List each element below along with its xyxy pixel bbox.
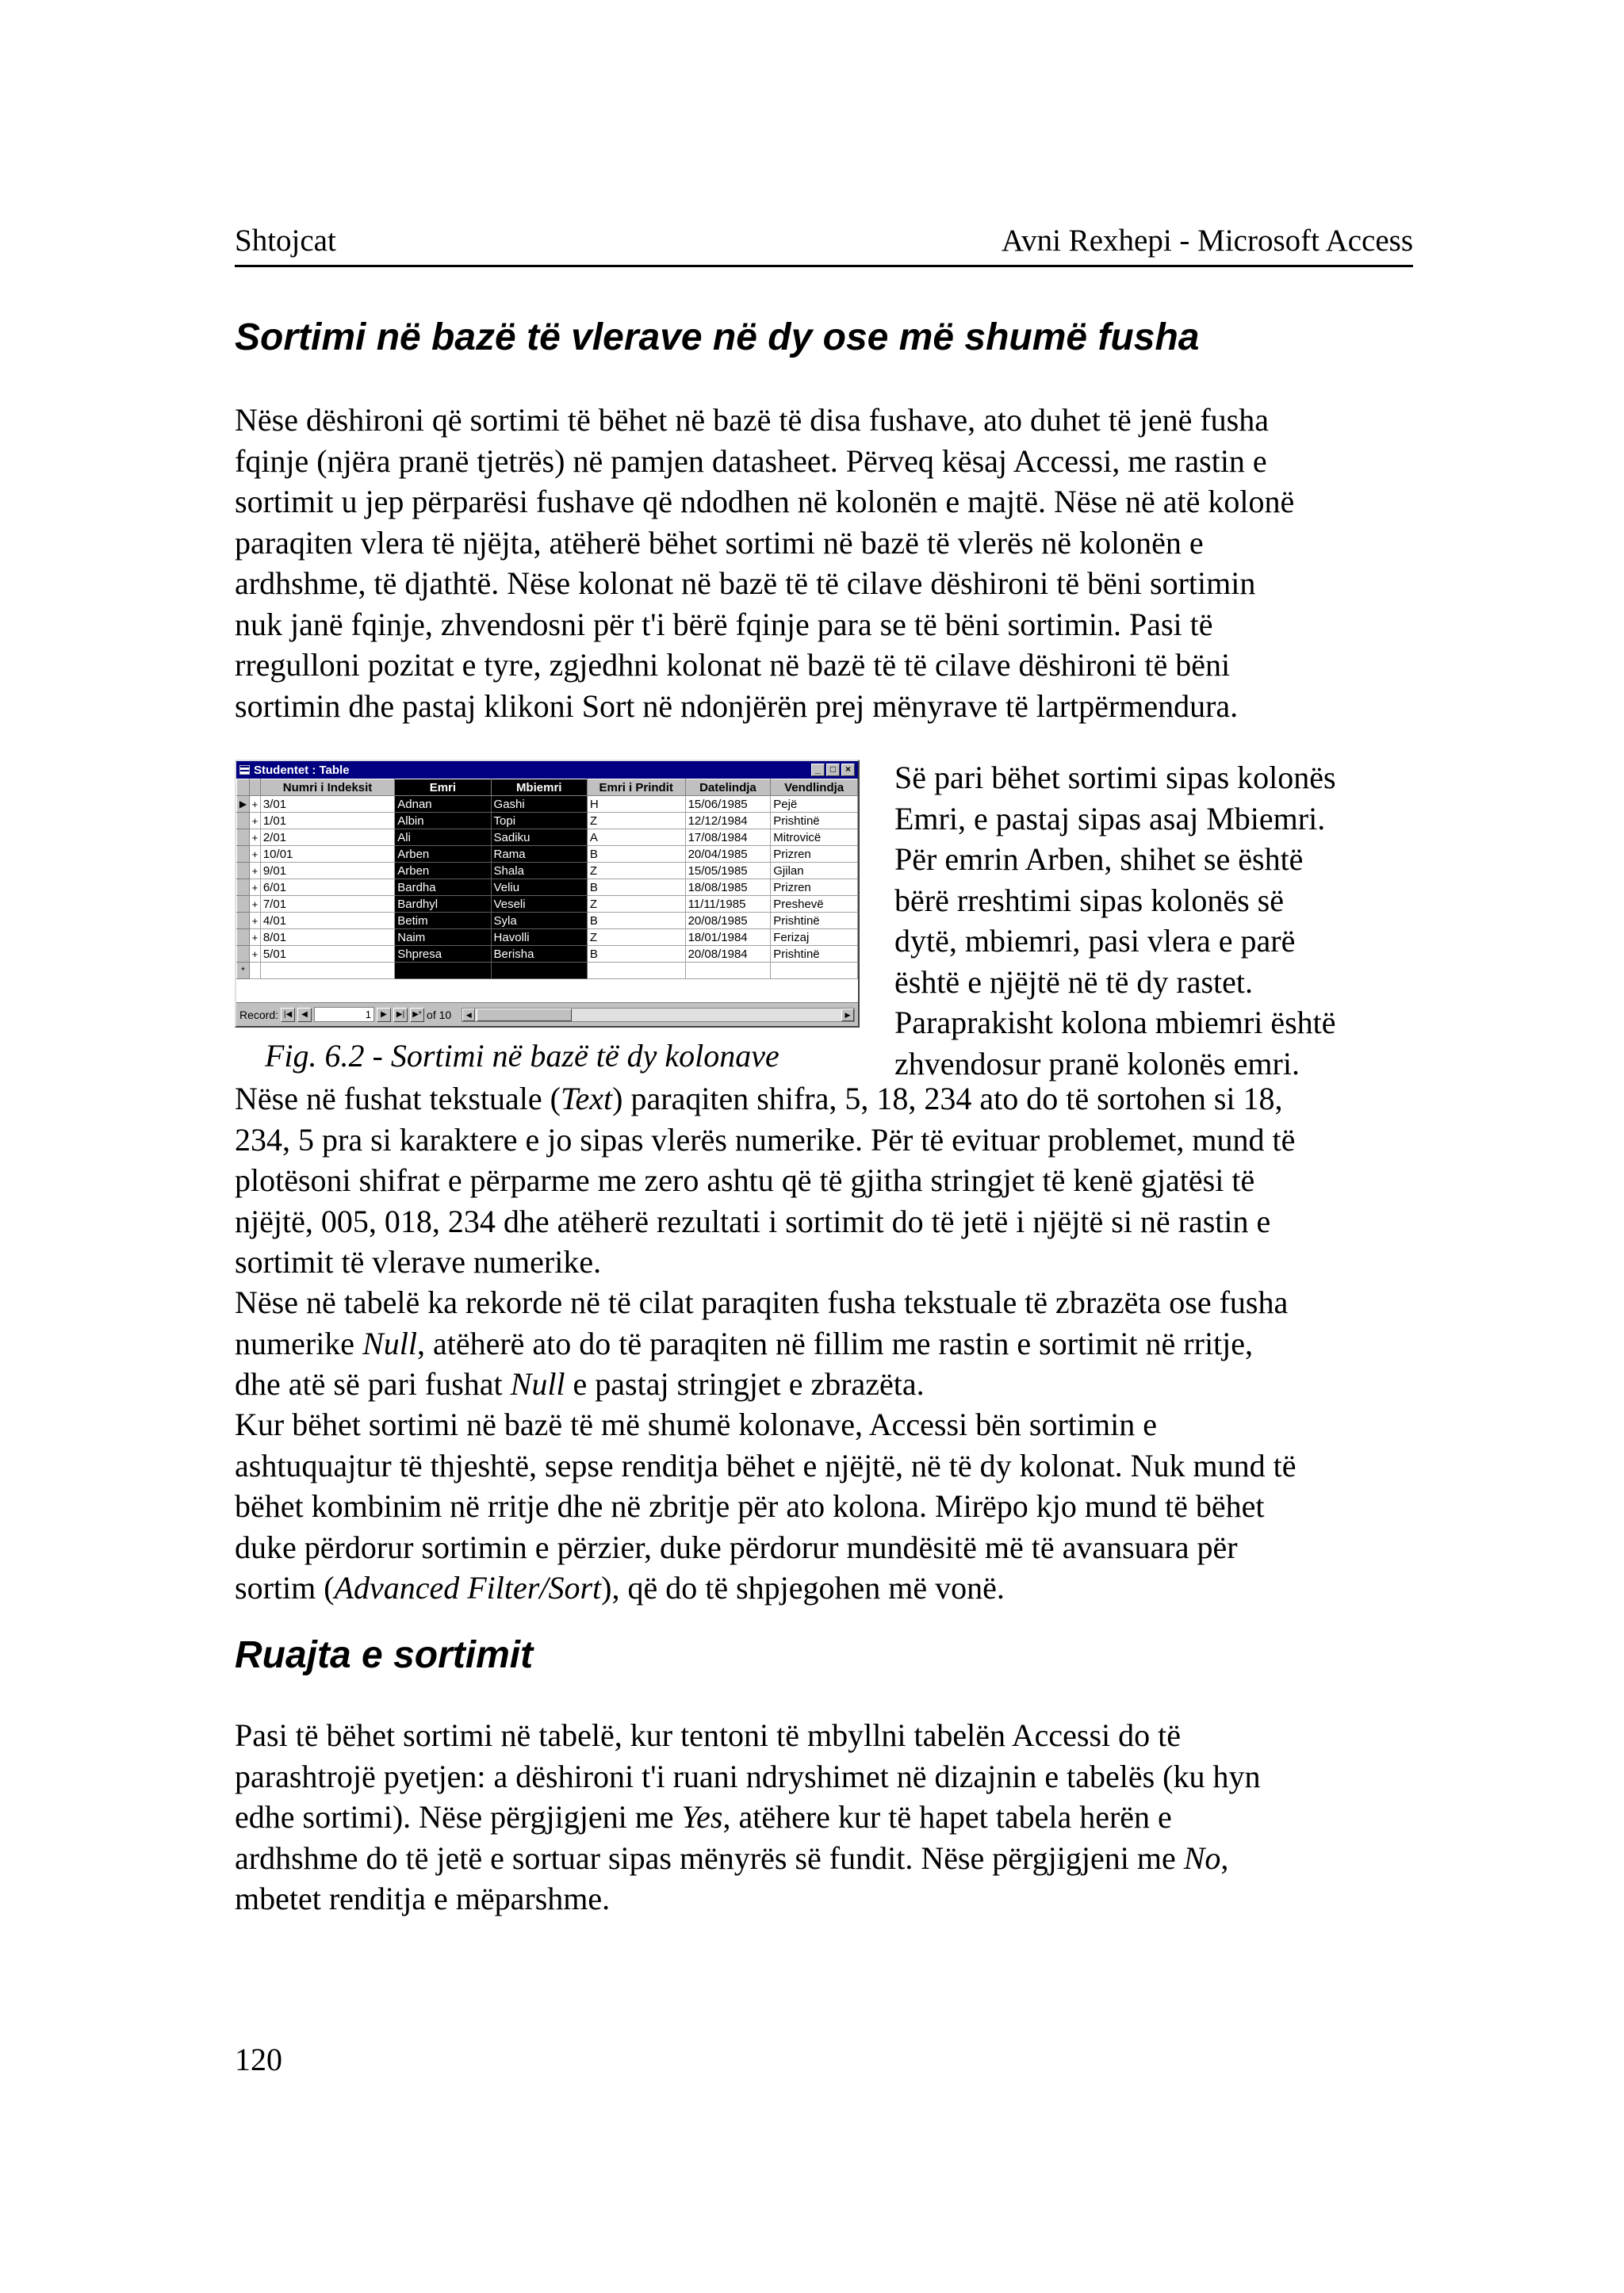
record-navigator: [236, 1002, 858, 1026]
table-cell[interactable]: Shpresa: [395, 946, 491, 963]
text-line: ardhshme, të djathtë. Nëse kolonat në bazë të të cilave dëshironi të bëni sortimin: [235, 565, 1256, 601]
record-number-input[interactable]: 1: [314, 1007, 374, 1022]
scroll-thumb[interactable]: [477, 1009, 572, 1021]
table-cell[interactable]: 5/01: [260, 946, 394, 963]
column-header[interactable]: Numri i Indeksit: [260, 779, 394, 796]
figure-caption: Fig. 6.2 - Sortimi në bazë të dy kolonave: [265, 1038, 779, 1074]
page-number: 120: [235, 2042, 282, 2077]
text-line: dytë, mbiemri, pasi vlera e parë: [894, 923, 1296, 959]
expand-icon[interactable]: +: [249, 879, 260, 896]
table-cell[interactable]: Z: [587, 863, 685, 879]
table-cell[interactable]: Prishtinë: [771, 813, 858, 829]
table-row: [237, 796, 858, 813]
text-line: Kur bëhet sortimi në bazë të më shumë kolonave, Accessi bën sortimin e: [235, 1407, 1158, 1442]
table-cell[interactable]: Albin: [395, 813, 491, 829]
table-cell: [249, 963, 260, 979]
table-cell[interactable]: 20/08/1985: [685, 913, 771, 929]
text-line: duke përdorur sortimin e përzier, duke përdorur mundësitë më të avansuara për: [235, 1529, 1238, 1565]
table-row: [237, 913, 858, 929]
table-cell[interactable]: Berisha: [491, 946, 587, 963]
table-cell[interactable]: Havolli: [491, 929, 587, 946]
expand-icon[interactable]: +: [249, 929, 260, 946]
expand-header: [249, 779, 260, 796]
record-label: Record:: [239, 1008, 279, 1021]
running-header: [235, 220, 1413, 267]
table-cell[interactable]: 3/01: [260, 796, 394, 813]
table-row: [237, 946, 858, 963]
row-selector[interactable]: [237, 913, 250, 929]
close-icon[interactable]: ×: [841, 764, 855, 776]
text-line: zhvendosur pranë kolonës emri.: [894, 1045, 1300, 1081]
datasheet-table: [236, 779, 858, 979]
expand-icon[interactable]: +: [249, 946, 260, 963]
scroll-right-icon[interactable]: ▶: [841, 1009, 854, 1021]
column-header[interactable]: Vendlindja: [771, 779, 858, 796]
table-cell[interactable]: 15/06/1985: [685, 796, 771, 813]
minimize-icon[interactable]: _: [811, 764, 825, 776]
table-cell[interactable]: Adnan: [395, 796, 491, 813]
maximize-icon[interactable]: □: [826, 764, 840, 776]
row-selector[interactable]: [237, 896, 250, 913]
paragraph-4: [235, 1404, 1413, 1609]
table-cell[interactable]: 6/01: [260, 879, 394, 896]
table-cell[interactable]: B: [587, 946, 685, 963]
text-line: bërë rreshtimi sipas kolonës së: [894, 882, 1284, 918]
text-line: numerike Null, atëherë ato do të paraqiten në fillim me rastin e sortimit në rritje,: [235, 1325, 1254, 1361]
scroll-left-icon[interactable]: ◀: [462, 1009, 475, 1021]
text-line: ardhshme do të jetë e sortuar sipas mënyrës së fundit. Nëse përgjigjeni me No,: [235, 1839, 1229, 1876]
table-cell[interactable]: B: [587, 913, 685, 929]
table-cell[interactable]: Prizren: [771, 846, 858, 863]
previous-record-icon[interactable]: ◀: [297, 1008, 312, 1022]
table-cell[interactable]: Prishtinë: [771, 946, 858, 963]
row-selector[interactable]: [237, 929, 250, 946]
expand-icon[interactable]: +: [249, 913, 260, 929]
text-line: Nëse dëshironi që sortimi të bëhet në bazë të disa fushave, ato duhet të jenë fusha: [235, 402, 1269, 438]
table-cell[interactable]: [771, 963, 858, 979]
paragraph-2: [235, 1078, 1413, 1283]
column-header-selected[interactable]: Emri: [395, 779, 491, 796]
table-row: [237, 863, 858, 879]
table-cell[interactable]: B: [587, 879, 685, 896]
row-selector-header[interactable]: [237, 779, 250, 796]
text-line: 234, 5 pra si karaktere e jo sipas vlerës numerike. Për të evituar problemet, mund të: [235, 1121, 1296, 1158]
text-line: Së pari bëhet sortimi sipas kolonës: [894, 760, 1336, 795]
table-cell[interactable]: 18/08/1985: [685, 879, 771, 896]
text-line: sortimin dhe pastaj klikoni Sort në ndonjërën prej mënyrave të lartpërmendura.: [235, 687, 1239, 724]
table-cell[interactable]: Prizren: [771, 879, 858, 896]
table-cell[interactable]: 17/08/1984: [685, 829, 771, 846]
header-row: [237, 779, 858, 796]
table-cell[interactable]: 9/01: [260, 863, 394, 879]
table-cell[interactable]: Bardhyl: [395, 896, 491, 913]
expand-icon[interactable]: +: [249, 829, 260, 846]
column-header[interactable]: Datelindja: [685, 779, 771, 796]
next-record-icon[interactable]: ▶: [377, 1008, 391, 1022]
table-cell[interactable]: 20/04/1985: [685, 846, 771, 863]
text-line: edhe sortimi). Nëse përgjigjeni me Yes, atëhere kur të hapet tabela herën e: [235, 1799, 1172, 1835]
current-record-icon[interactable]: ▶: [237, 796, 250, 813]
datasheet-grid: [236, 779, 858, 1002]
table-cell[interactable]: Ferizaj: [771, 929, 858, 946]
table-cell[interactable]: Gjilan: [771, 863, 858, 879]
table-cell[interactable]: [685, 963, 771, 979]
table-icon: [239, 765, 250, 775]
table-row: [237, 896, 858, 913]
table-cell[interactable]: 1/01: [260, 813, 394, 829]
text-line: rregulloni pozitat e tyre, zgjedhni kolonat në bazë të të cilave dëshironi të bëni: [235, 647, 1231, 683]
table-cell[interactable]: 11/11/1985: [685, 896, 771, 913]
column-header[interactable]: Emri i Prindit: [587, 779, 685, 796]
table-cell[interactable]: Gashi: [491, 796, 587, 813]
table-cell[interactable]: 2/01: [260, 829, 394, 846]
table-cell[interactable]: [260, 963, 394, 979]
table-cell[interactable]: Sadiku: [491, 829, 587, 846]
text-line: sortimit u jep përparësi fushave që ndodhen në kolonën e majtë. Nëse në atë kolonë: [235, 484, 1295, 519]
table-cell[interactable]: Arben: [395, 863, 491, 879]
header-section: Shtojcat: [235, 224, 336, 258]
expand-icon[interactable]: +: [249, 863, 260, 879]
text-line: Për emrin Arben, shihet se është: [894, 841, 1304, 877]
table-cell[interactable]: 8/01: [260, 929, 394, 946]
text-line: fqinje (njëra pranë tjetrës) në pamjen datasheet. Përveq kësaj Accessi, me rastin e: [235, 442, 1267, 479]
text-line: ashtuquajtur të thjeshtë, sepse renditja bëhet e njëjtë, në të dy kolonat. Nuk mund të: [235, 1447, 1297, 1483]
expand-icon[interactable]: +: [249, 896, 260, 913]
table-row: [237, 846, 858, 863]
table-cell[interactable]: Naim: [395, 929, 491, 946]
table-cell[interactable]: A: [587, 829, 685, 846]
table-cell[interactable]: 15/05/1985: [685, 863, 771, 879]
text-line: parashtrojë pyetjen: a dëshironi t'i ruani ndryshimet në dizajnin e tabelës (ku hyn: [235, 1758, 1261, 1794]
table-cell[interactable]: Pejë: [771, 796, 858, 813]
table-cell[interactable]: 10/01: [260, 846, 394, 863]
table-cell[interactable]: Bardha: [395, 879, 491, 896]
column-header-selected[interactable]: Mbiemri: [491, 779, 587, 796]
text-line: Paraprakisht kolona mbiemri është: [894, 1005, 1336, 1040]
paragraph-5: [235, 1715, 1413, 1920]
record-total: of 10: [427, 1008, 452, 1021]
section-heading-saving: Ruajta e sortimit: [235, 1634, 534, 1676]
table-cell[interactable]: B: [587, 846, 685, 863]
table-cell[interactable]: 7/01: [260, 896, 394, 913]
text-line: bëhet kombinim në rritje dhe në zbritje për ato kolona. Mirëpo kjo mund të bëhet: [235, 1488, 1265, 1524]
table-cell[interactable]: Arben: [395, 846, 491, 863]
table-row: [237, 929, 858, 946]
row-selector[interactable]: [237, 813, 250, 829]
table-cell[interactable]: H: [587, 796, 685, 813]
text-line: Pasi të bëhet sortimi në tabelë, kur tentoni të mbyllni tabelën Accessi do të: [235, 1717, 1182, 1753]
table-cell[interactable]: Ali: [395, 829, 491, 846]
new-record-row: [237, 963, 858, 979]
table-cell[interactable]: Shala: [491, 863, 587, 879]
table-cell[interactable]: Betim: [395, 913, 491, 929]
expand-icon[interactable]: +: [249, 846, 260, 863]
table-cell[interactable]: Topi: [491, 813, 587, 829]
row-selector[interactable]: [237, 846, 250, 863]
last-record-icon[interactable]: ▶|: [393, 1008, 408, 1022]
header-book-title: Avni Rexhepi - Microsoft Access: [1001, 224, 1413, 258]
access-table-window: [235, 760, 860, 1028]
table-cell[interactable]: Rama: [491, 846, 587, 863]
table-row: [237, 829, 858, 846]
text-line: Nëse në fushat tekstuale (Text) paraqiten shifra, 5, 18, 234 ato do të sortohen si 18,: [235, 1081, 1283, 1116]
expand-icon[interactable]: +: [249, 813, 260, 829]
text-line: Emri, e pastaj sipas asaj Mbiemri.: [894, 800, 1326, 836]
paragraph-1: [235, 400, 1413, 726]
table-cell[interactable]: 20/08/1984: [685, 946, 771, 963]
table-cell[interactable]: Veseli: [491, 896, 587, 913]
paragraph-3: [235, 1282, 1413, 1405]
first-record-icon[interactable]: |◀: [281, 1008, 295, 1022]
new-record-icon[interactable]: ▶*: [410, 1008, 424, 1022]
table-cell[interactable]: 18/01/1984: [685, 929, 771, 946]
table-cell[interactable]: Z: [587, 896, 685, 913]
table-row: [237, 813, 858, 829]
table-row: [237, 879, 858, 896]
table-cell[interactable]: Prishtinë: [771, 913, 858, 929]
section-heading-sorting: Sortimi në bazë të vlerave në dy ose më shumë fusha: [235, 316, 1200, 358]
table-cell[interactable]: Veliu: [491, 879, 587, 896]
table-cell[interactable]: [587, 963, 685, 979]
figure-side-text: [894, 757, 1418, 1084]
expand-icon[interactable]: +: [249, 796, 260, 813]
table-cell[interactable]: Mitrovicë: [771, 829, 858, 846]
horizontal-scrollbar[interactable]: [462, 1008, 855, 1022]
row-selector[interactable]: [237, 863, 250, 879]
text-line: paraqiten vlera të njëjta, atëherë bëhet sortimi në bazë të vlerës në kolonën e: [235, 524, 1204, 561]
row-selector[interactable]: [237, 829, 250, 846]
text-line: sortimit të vlerave numerike.: [235, 1244, 602, 1280]
text-line: plotësoni shifrat e përparme me zero ashtu që të gjitha stringjet të kenë gjatësi të: [235, 1162, 1255, 1198]
text-line: mbetet renditja e mëparshme.: [235, 1881, 611, 1916]
table-cell[interactable]: Z: [587, 813, 685, 829]
table-cell[interactable]: Preshevë: [771, 896, 858, 913]
table-cell[interactable]: 4/01: [260, 913, 394, 929]
text-line: dhe atë së pari fushat Null e pastaj stringjet e zbrazëta.: [235, 1366, 925, 1402]
text-line: njëjtë, 005, 018, 234 dhe atëherë rezultati i sortimit do të jetë i njëjtë si në rastin e: [235, 1203, 1271, 1239]
text-line: Nëse në tabelë ka rekorde në të cilat paraqiten fusha tekstuale të zbrazëta ose fusha: [235, 1284, 1289, 1320]
new-record-icon[interactable]: *: [237, 963, 250, 979]
table-cell[interactable]: [395, 963, 491, 979]
table-cell[interactable]: Z: [587, 929, 685, 946]
table-cell[interactable]: Syla: [491, 913, 587, 929]
window-titlebar: [236, 761, 858, 779]
table-cell[interactable]: [491, 963, 587, 979]
row-selector[interactable]: [237, 879, 250, 896]
text-line: nuk janë fqinje, zhvendosni për t'i bërë fqinje para se të bëni sortimin. Pasi të: [235, 606, 1213, 642]
window-title: Studentet : Table: [254, 763, 350, 777]
text-line: është e njëjtë në të dy rastet.: [894, 963, 1254, 1000]
table-cell[interactable]: 12/12/1984: [685, 813, 771, 829]
row-selector[interactable]: [237, 946, 250, 963]
text-line: sortim (Advanced Filter/Sort), që do të shpjegohen më vonë.: [235, 1570, 1005, 1606]
